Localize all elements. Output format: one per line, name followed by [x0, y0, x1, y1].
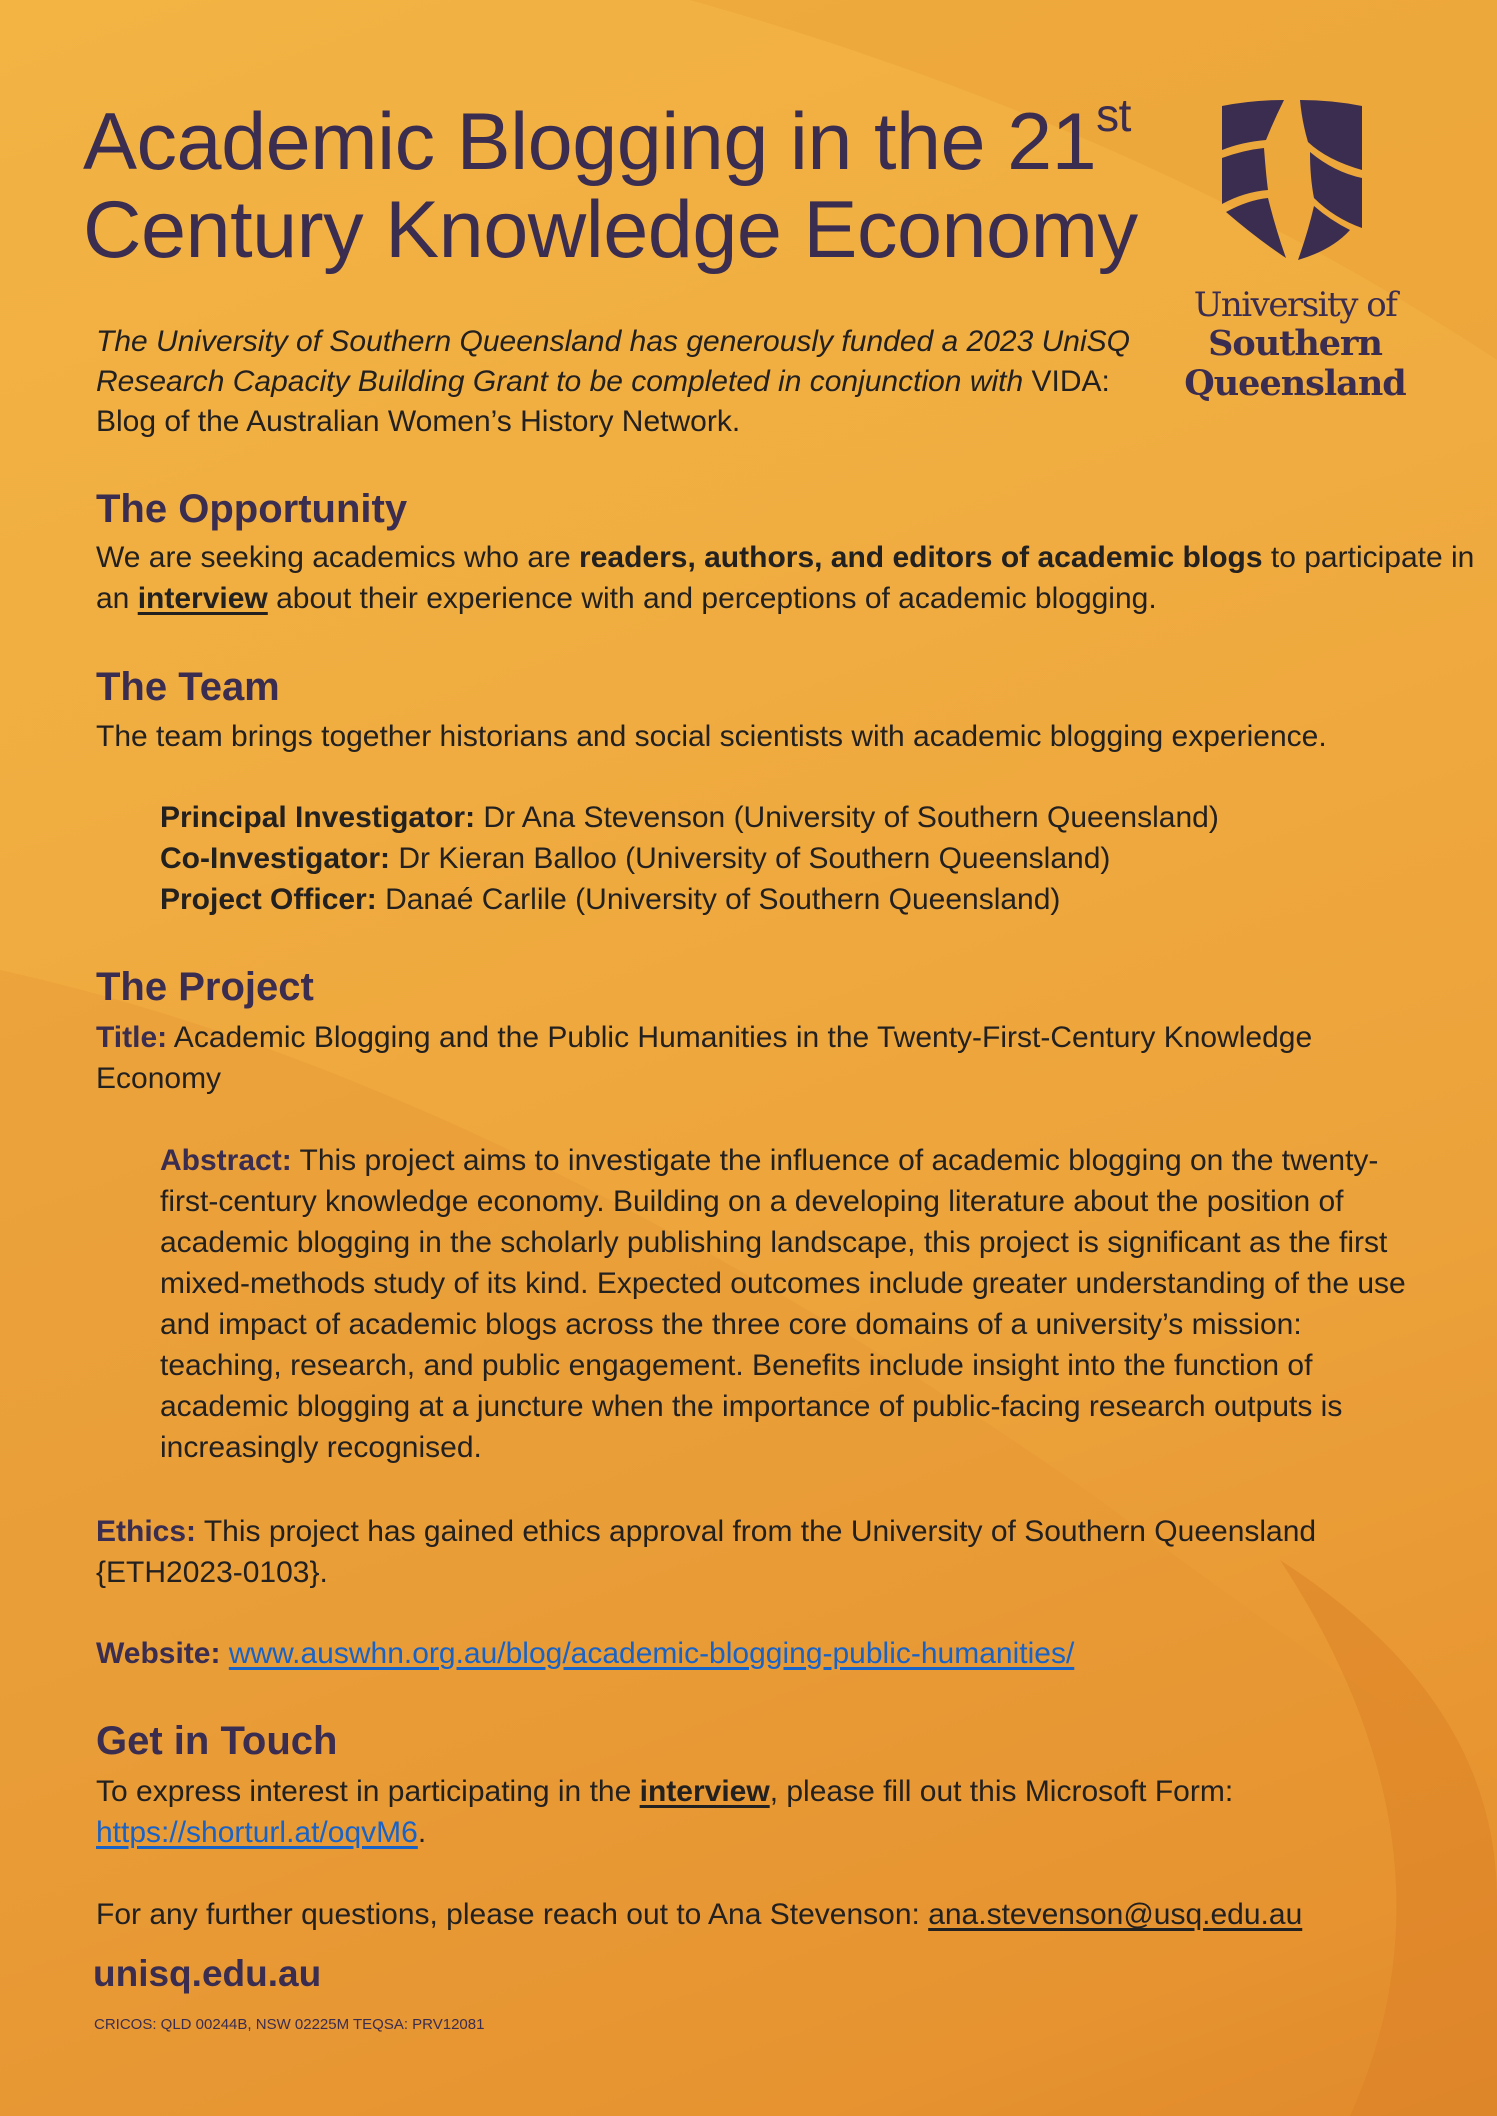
project-title-label: Title: [96, 1021, 168, 1054]
team-member [160, 879, 1420, 920]
opportunity-bold: readers, authors, and editors of academic blogs [579, 541, 1263, 574]
title-line-1: Academic Blogging in the 21 [83, 97, 1097, 187]
usq-shield-icon [1222, 100, 1362, 260]
email-link[interactable]: ana.stevenson@usq.edu.au [928, 1898, 1303, 1931]
opportunity-text-mid: to participate in an [96, 541, 1475, 615]
logo-text-line-3: Queensland [1184, 363, 1406, 404]
ethics-label: Ethics: [96, 1515, 197, 1548]
team-member [160, 838, 1420, 879]
opportunity-text [96, 537, 1476, 619]
contact-text-end: , please fill out this Microsoft Form: [769, 1775, 1234, 1808]
ethics [96, 1511, 1426, 1593]
team-member [160, 797, 1420, 838]
team-name: Dr Ana Stevenson (University of Southern Queensland) [475, 801, 1219, 834]
project-abstract [160, 1140, 1410, 1468]
opportunity-text-start: We are seeking academics who are [96, 541, 580, 574]
team-intro: The team brings together historians and social scientists with academic blogging experience. [96, 720, 1327, 753]
heading-opportunity: The Opportunity [96, 487, 408, 531]
abstract-label: Abstract: [160, 1144, 292, 1177]
form-link[interactable]: https://shorturl.at/oqvM6 [96, 1816, 418, 1849]
funding-intro-italic: The University of Southern Queensland has generously funded a 2023 UniSQ Research Capacity Building Grant to be completed in conjunction with [96, 325, 1130, 398]
form-link-period: . [417, 1816, 427, 1849]
ethics-text: This project has gained ethics approval from the University of Southern Queensland [196, 1515, 1317, 1548]
website-label: Website: [96, 1637, 221, 1670]
opportunity-text-end: about their experience with and perceptions of academic blogging. [267, 582, 1157, 615]
contact-text-start: To express interest in participating in the [96, 1775, 640, 1808]
project-title-value: Academic Blogging and the Public Humanities in the Twenty-First-Century Knowledge Economy [96, 1021, 1313, 1095]
team-list [160, 797, 1420, 920]
title-superscript: st [1096, 89, 1131, 141]
team-name: Danaé Carlile (University of Southern Queensland) [376, 883, 1061, 916]
contact-form-text [96, 1771, 1476, 1853]
logo-text-line-2: Southern [1208, 323, 1382, 364]
project-title [96, 1017, 1426, 1099]
heading-project: The Project [96, 965, 314, 1009]
ethics-code: {ETH2023-0103}. [96, 1556, 328, 1589]
team-role: Project Officer: [160, 883, 377, 916]
team-name: Dr Kieran Balloo (University of Southern Queensland) [390, 842, 1111, 875]
heading-contact: Get in Touch [96, 1719, 338, 1763]
website-link[interactable]: www.auswhn.org.au/blog/academic-blogging-public-humanities/ [228, 1637, 1075, 1670]
contact-interview: interview [639, 1775, 770, 1808]
team-role: Co-Investigator: [160, 842, 391, 875]
questions-text: For any further questions, please reach out to Ana Stevenson: [96, 1898, 929, 1931]
title-line-2: Century Knowledge Economy [83, 185, 1138, 275]
contact-questions [96, 1894, 1476, 1935]
heading-team: The Team [96, 665, 280, 709]
footer-cricos: CRICOS: QLD 00244B, NSW 02225M TEQSA: PRV12081 [94, 2016, 485, 2033]
logo-text-line-1: University of [1193, 285, 1397, 325]
funding-intro [96, 322, 1176, 442]
abstract-text: This project aims to investigate the influence of academic blogging on the twenty-first-century knowledge economy. Building on a developing literature about the position of academic blogging in the scholarly publishing landscape, this project is significant as the first mixed-methods study of its kind. Expected outcomes include greater understanding of the use and impact of academic blogs across the three core domains of a university’s mission: teaching, research, and public engagement. Benefits include insight into the function of academic blogging at a juncture when the importance of public-facing research outputs is increasingly recognised. [160, 1144, 1406, 1464]
website [96, 1633, 1476, 1674]
funding-intro-plain: VIDA: Blog of the Australian Women’s History Network. [96, 365, 1110, 438]
team-role: Principal Investigator: [160, 801, 476, 834]
university-logo [1175, 100, 1415, 404]
opportunity-interview: interview [137, 582, 268, 615]
page-title [83, 89, 1138, 275]
footer-site: unisq.edu.au [93, 1953, 322, 1994]
